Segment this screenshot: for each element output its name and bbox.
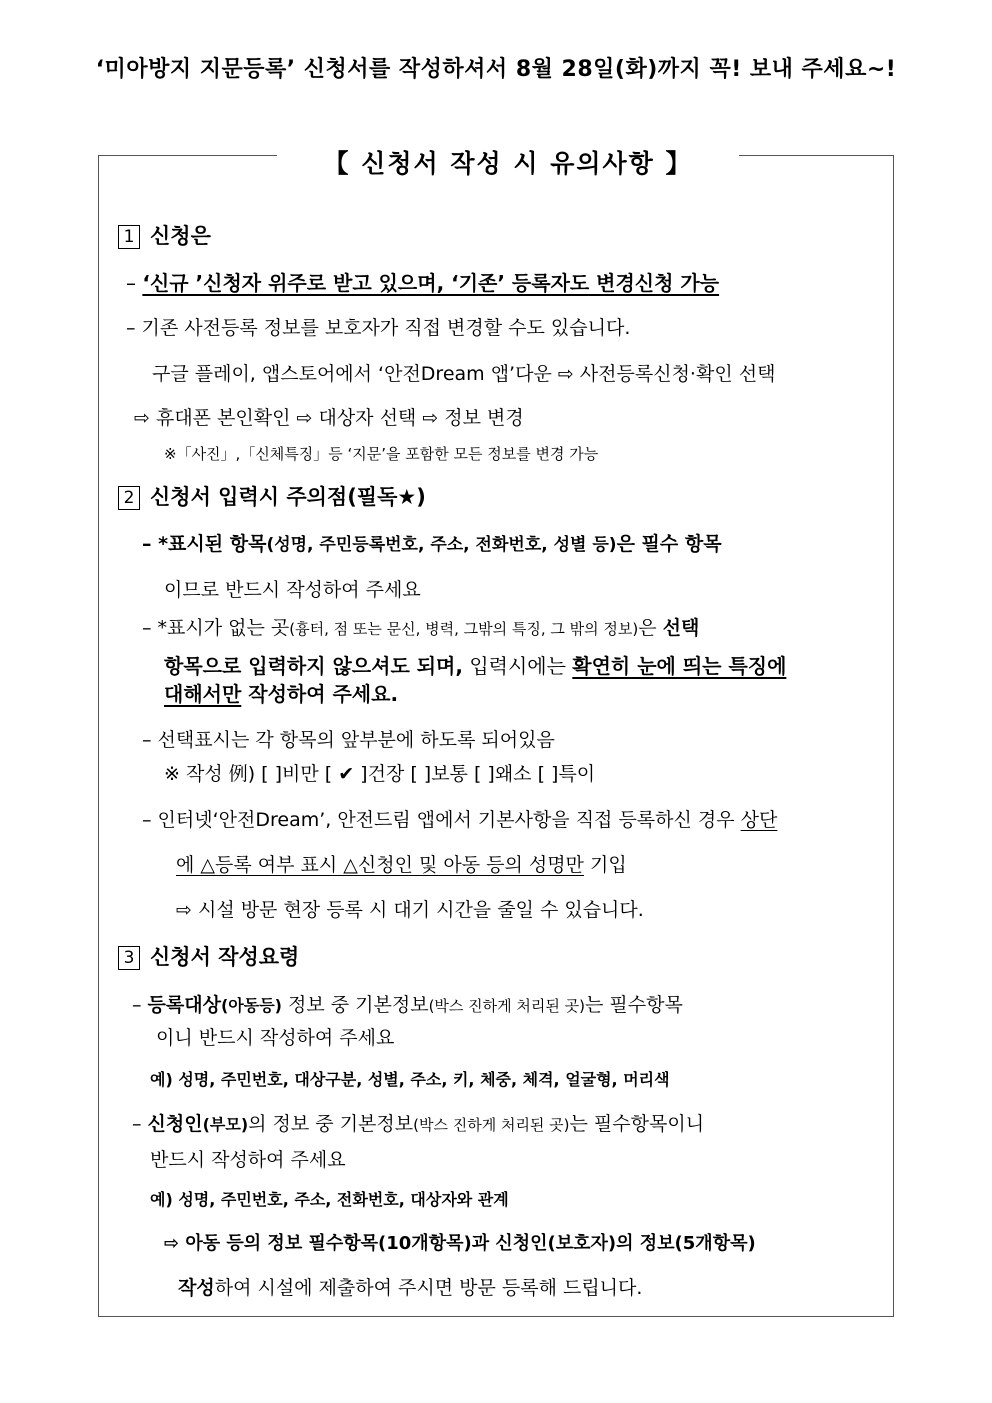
b2-mid: 입력시에는: [462, 654, 573, 678]
f1-post: 는 필수항목이니: [569, 1113, 705, 1135]
section-3-heading: [118, 945, 299, 970]
section-3-title: 신청서 작성요령: [150, 945, 300, 969]
section-2-example: ※ 작성 例) [ ]비만 [ ✔ ]건장 [ ]보통 [ ]왜소 [ ]특이: [164, 763, 596, 785]
new-applicant-text: [142, 271, 719, 295]
new-applicant-bold: ‘신규 ’신청자 위주로 받고 있으며, ‘기존’ 등록자도 변경신청 가능: [142, 271, 720, 295]
section-2-b1: [142, 616, 699, 641]
a1-part2: (성명, 주민등록번호, 주소, 전화번호, 성별 등): [266, 535, 617, 555]
f1-mid: 의 정보 중 기본정보: [248, 1113, 414, 1135]
d2-post: 기입: [583, 854, 627, 876]
b1-post: 은: [638, 617, 663, 639]
section-3-f2: 반드시 작성하여 주세요: [150, 1149, 346, 1171]
b1-pre: – *표시가 없는 곳: [142, 617, 290, 639]
b2-bold: 항목으로 입력하지 않으셔도 되며,: [164, 654, 463, 678]
section-1-line-3: 구글 플레이, 앱스토어에서 ‘안전Dream 앱’다운 ⇨ 사전등록신청·확인 선택: [152, 363, 776, 385]
g2-rest: 하여 시설에 제출하여 주시면 방문 등록해 드립니다.: [214, 1277, 643, 1299]
e1-dash: –: [132, 994, 148, 1016]
section-2-d2: [176, 853, 627, 877]
section-2-heading: [118, 485, 426, 510]
section-3-e1: [132, 993, 683, 1018]
e1-post: 는 필수항목: [585, 994, 683, 1016]
b1-small: (흉터, 점 또는 문신, 병력, 그밖의 특징, 그 밖의 정보): [289, 620, 639, 638]
section-1-number: 1: [118, 225, 140, 249]
section-3-g2: [178, 1276, 642, 1300]
section-2-a1: [142, 532, 722, 557]
section-1-title: 신청은: [150, 224, 211, 248]
e1-bold: 등록대상: [147, 994, 221, 1016]
g2-bold: 작성: [178, 1277, 215, 1299]
section-3-f1: [132, 1112, 704, 1137]
a1-part1: – *표시된 항목: [142, 533, 267, 555]
section-1-line-2: – 기존 사전등록 정보를 보호자가 직접 변경할 수도 있습니다.: [126, 317, 631, 339]
section-1-note: ※「사진」,「신체특징」등 ‘지문’을 포함한 모든 정보를 변경 가능: [164, 445, 599, 463]
f1-dash: –: [132, 1113, 148, 1135]
f1-small: (박스 진하게 처리된 곳): [413, 1116, 570, 1134]
section-1-heading: [118, 224, 211, 249]
section-3-f3: 예) 성명, 주민번호, 주소, 전화번호, 대상자와 관계: [150, 1190, 509, 1209]
section-1-line-1: [126, 271, 719, 295]
b3-bold: 작성하여 주세요.: [241, 682, 399, 706]
section-3-g1: ⇨ 아동 등의 정보 필수항목(10개항목)과 신청인(보호자)의 정보(5개항목): [164, 1233, 756, 1254]
section-3-number: 3: [118, 946, 140, 970]
section-2-a2: 이므로 반드시 작성하여 주세요: [164, 579, 421, 601]
page-header: ‘미아방지 지문등록’ 신청서를 작성하셔서 8월 28일(화)까지 꼭! 보내 주세요~!: [95, 57, 897, 82]
section-2-c1: – 선택표시는 각 항목의 앞부분에 하도록 되어있음: [142, 729, 555, 751]
b2-underlined: 확연히 눈에 띄는 특징에: [572, 654, 787, 678]
section-2-d1: [142, 808, 777, 832]
a1-part3: 은 필수 항목: [616, 533, 722, 555]
e1-paren: (아동등): [220, 996, 282, 1015]
section-1-line-4: ⇨ 휴대폰 본인확인 ⇨ 대상자 선택 ⇨ 정보 변경: [134, 407, 524, 429]
section-3-e3: 예) 성명, 주민번호, 대상구분, 성별, 주소, 키, 체중, 체격, 얼굴형, 머리색: [150, 1070, 670, 1089]
section-2-title: 신청서 입력시 주의점(필독★): [150, 485, 426, 509]
b1-bold: 선택: [662, 617, 700, 639]
section-2-b3: [164, 682, 398, 706]
e1-mid: 정보 중 기본정보: [281, 994, 429, 1016]
dash: –: [126, 271, 136, 295]
f1-bold: 신청인: [147, 1113, 203, 1135]
section-2-b2: [164, 654, 786, 678]
d1-underlined: 상단: [740, 809, 778, 831]
e1-small: (박스 진하게 처리된 곳): [428, 997, 585, 1015]
section-2-number: 2: [118, 486, 140, 510]
section-3-e2: 이니 반드시 작성하여 주세요: [156, 1027, 395, 1049]
f1-paren: (부모): [202, 1115, 249, 1134]
b3-underlined: 대해서만: [164, 682, 242, 706]
d1-pre: – 인터넷‘안전Dream’, 안전드림 앱에서 기본사항을 직접 등록하신 경우: [142, 809, 741, 831]
d2-underlined: 에 △등록 여부 표시 △신청인 및 아동 등의 성명만: [176, 854, 584, 876]
section-2-d3: ⇨ 시설 방문 현장 등록 시 대기 시간을 줄일 수 있습니다.: [176, 899, 644, 921]
box-title: 【 신청서 작성 시 유의사항 】: [277, 140, 739, 184]
